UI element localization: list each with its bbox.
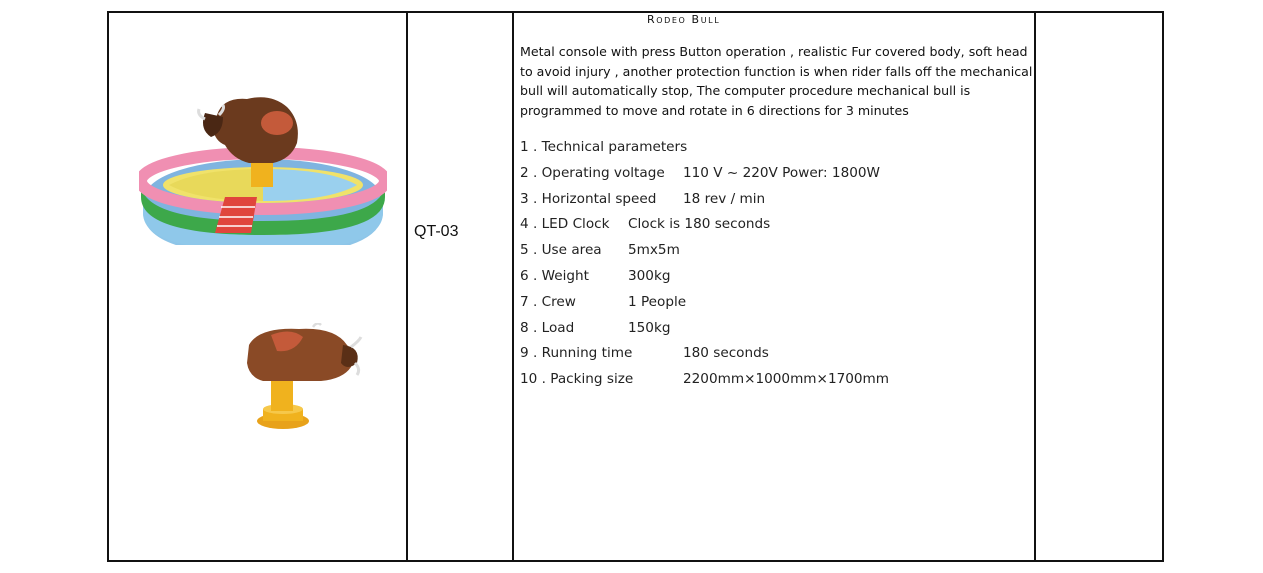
param-value: 110 V ~ 220V Power: 1800W — [683, 164, 880, 181]
param-row — [520, 341, 1020, 367]
param-label: 5 . Use area — [520, 242, 602, 259]
param-row — [520, 264, 1020, 290]
param-value: 2200mm×1000mm×1700mm — [683, 371, 890, 388]
product-code: QT-03 — [414, 223, 459, 240]
product-description: Metal console with press Button operation , realistic Fur covered body, soft head to avoid injury , another protection function is when rider falls off the mechanical bull will automatically stop, The computer procedure mechanical bull is programmed to move and rotate in 6 directions for 3 minutes — [520, 44, 1033, 118]
param-value: 18 rev / min — [683, 190, 766, 207]
param-row — [520, 238, 1020, 264]
param-row — [520, 135, 1020, 161]
param-value: 5mx5m — [628, 242, 680, 259]
column-divider — [406, 13, 408, 560]
param-row — [520, 290, 1020, 316]
param-value: 150kg — [628, 319, 671, 336]
param-label: 10 . Packing size — [520, 371, 634, 388]
param-label: 2 . Operating voltage — [520, 164, 665, 181]
param-row — [520, 161, 1020, 187]
param-label: 8 . Load — [520, 319, 575, 336]
param-value: 300kg — [628, 267, 671, 284]
param-label: 7 . Crew — [520, 293, 576, 310]
inflatable-arena-image — [139, 85, 387, 245]
param-row — [520, 187, 1020, 213]
product-title: Rodeo Bull — [647, 13, 721, 26]
param-label: 1 . Technical parameters — [520, 139, 688, 155]
param-label: 9 . Running time — [520, 345, 633, 362]
column-divider — [512, 13, 514, 560]
param-value: 180 seconds — [683, 345, 769, 362]
param-label: 3 . Horizontal speed — [520, 190, 657, 207]
technical-parameters-list — [520, 135, 1020, 393]
param-label: 4 . LED Clock — [520, 216, 610, 233]
param-row — [520, 316, 1020, 342]
product-table — [107, 11, 1164, 562]
param-label: 6 . Weight — [520, 267, 589, 284]
product-image-cell — [109, 13, 406, 560]
param-value: Clock is 180 seconds — [628, 216, 771, 233]
mechanical-bull-image — [243, 323, 363, 433]
param-value: 1 People — [628, 293, 687, 310]
param-row — [520, 367, 1020, 393]
param-row — [520, 212, 1020, 238]
